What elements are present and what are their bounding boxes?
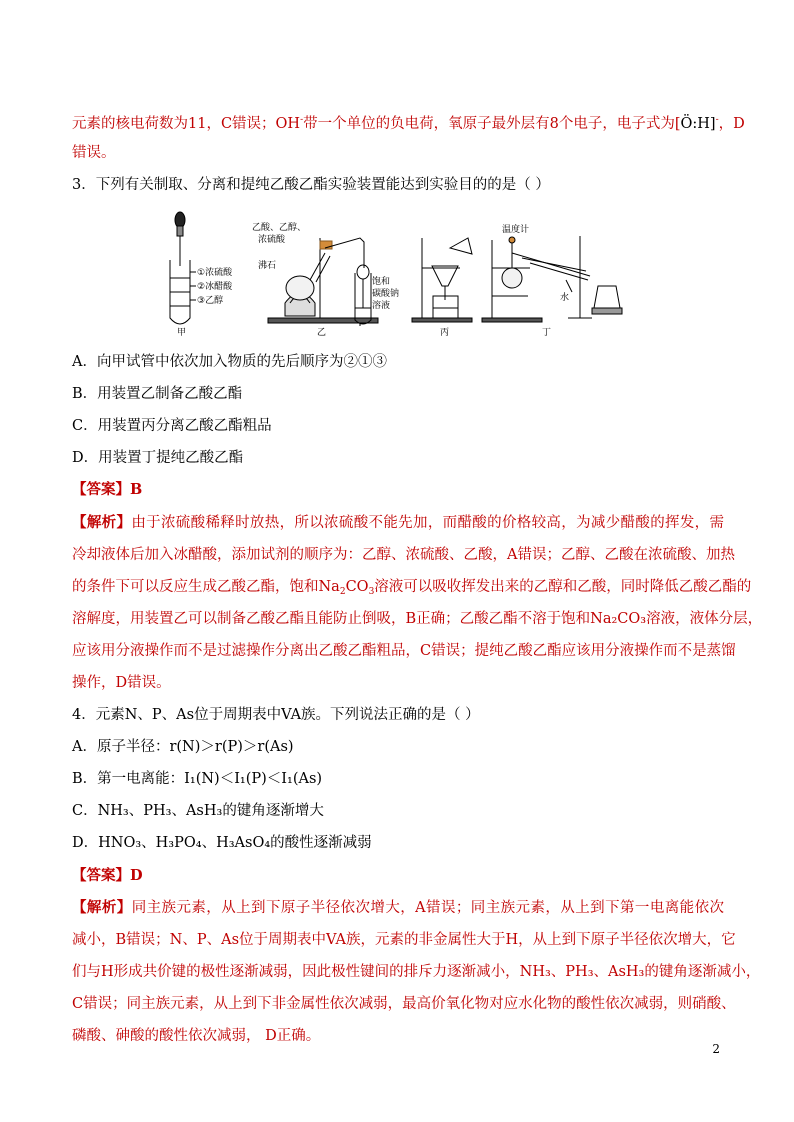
q4-explanation-1: 【解析】同主族元素，从上到下原子半径依次增大，A错误；同主族元素，从上到下第一电离能依次 [72,899,725,916]
yi-reagent-2: 浓硫酸 [258,235,286,245]
apparatus-yi [268,238,378,326]
q3-option-d: D．用装置丁提纯乙酸乙酯 [72,450,244,466]
q4-explanation-4: C错误；同主族元素，从上到下非金属性依次减弱，最高价氧化物对应水化物的酸性依次减弱，则硝酸、 [72,996,736,1012]
explanation-line-1: 元素的核电荷数为11，C错误；OH-带一个单位的负电荷，氧原子最外层有8个电子，电子式为[Ö:H]-，D [72,115,745,132]
jia-label-2: ②冰醋酸 [197,282,233,292]
jia-label-3: ③乙醇 [197,296,224,306]
q4-option-b: B．第一电离能：I₁(N)＜I₁(P)＜I₁(As) [72,771,323,787]
page-number: 2 [712,1042,720,1056]
q3-explanation-1: 【解析】由于浓硫酸稀释时放热，所以浓硫酸不能先加，而醋酸的价格较高，为减少醋酸的挥发，需 [72,514,725,531]
q3-explanation-3: 的条件下可以反应生成乙酸乙酯，饱和$Na_2CO_3$溶液可以吸收挥发出来的乙醇和乙酸，同时降低乙酸乙酯的 [72,579,752,597]
apparatus-ding [482,236,622,322]
q3-explanation-2: 冷却液体后加入冰醋酸，添加试剂的顺序为：乙醇、浓硫酸、乙酸，A错误；乙醇、乙酸在浓硫酸、加热 [72,547,735,563]
yi-solution-2: 碳酸钠 [372,289,400,299]
explanation-line-2: 错误。 [72,145,116,161]
apparatus-jia [170,212,196,324]
question-3: 3．下列有关制取、分离和提纯乙酸乙酯实验装置能达到实验目的的是（ ） [72,177,550,193]
jia-label-1: ①浓硫酸 [197,268,233,278]
ding-water-label: 水 [560,293,570,303]
yi-reagent-1: 乙酸、乙醇、 [252,223,307,233]
q3-explanation-5: 应该用分液操作而不是过滤操作分离出乙酸乙酯粗品，C错误；提纯乙酸乙酯应该用分液操作而不是蒸馏 [72,643,736,659]
q4-explanation-3: 们与H形成共价键的极性逐渐减弱，因此极性键间的排斥力逐渐减小，NH₃、PH₃、AsH₃的键角逐渐减小， [72,964,761,980]
yi-stone: 沸石 [258,261,277,271]
q4-option-a: A．原子半径：r(N)＞r(P)＞r(As) [72,739,294,755]
apparatus-bing [412,238,472,322]
ding-thermometer-label: 温度计 [502,225,530,235]
apparatus-figure [150,208,640,338]
q4-option-c: C．NH₃、PH₃、AsH₃的键角逐渐增大 [72,803,324,819]
q3-explanation-4: 溶解度，用装置乙可以制备乙酸乙酯且能防止倒吸，B正确；乙酸乙酯不溶于饱和Na₂CO₃溶液，液体分层， [72,611,763,627]
bing-name: 丙 [440,328,450,338]
q4-answer: 【答案】D [72,867,143,884]
q3-answer: 【答案】B [72,481,143,498]
q3-option-c: C．用装置丙分离乙酸乙酯粗品 [72,418,272,434]
q3-explanation-6: 操作，D错误。 [72,675,171,691]
yi-solution-1: 饱和 [372,277,391,287]
q4-option-d: D．HNO₃、H₃PO₄、H₃AsO₄的酸性逐渐减弱 [72,835,372,851]
yi-name: 乙 [317,328,327,338]
ding-name: 丁 [542,328,552,338]
question-4: 4．元素N、P、As位于周期表中VA族。下列说法正确的是（ ） [72,707,480,723]
jia-name: 甲 [177,328,187,338]
yi-solution-3: 溶液 [372,301,391,311]
q4-explanation-2: 减小，B错误；N、P、As位于周期表中VA族，元素的非金属性大于H，从上到下原子半径依次增大，它 [72,932,736,948]
q3-option-a: A．向甲试管中依次加入物质的先后顺序为②①③ [72,354,387,370]
q4-explanation-5: 磷酸、砷酸的酸性依次减弱， D正确。 [72,1028,321,1044]
q3-option-b: B．用装置乙制备乙酸乙酯 [72,386,243,402]
